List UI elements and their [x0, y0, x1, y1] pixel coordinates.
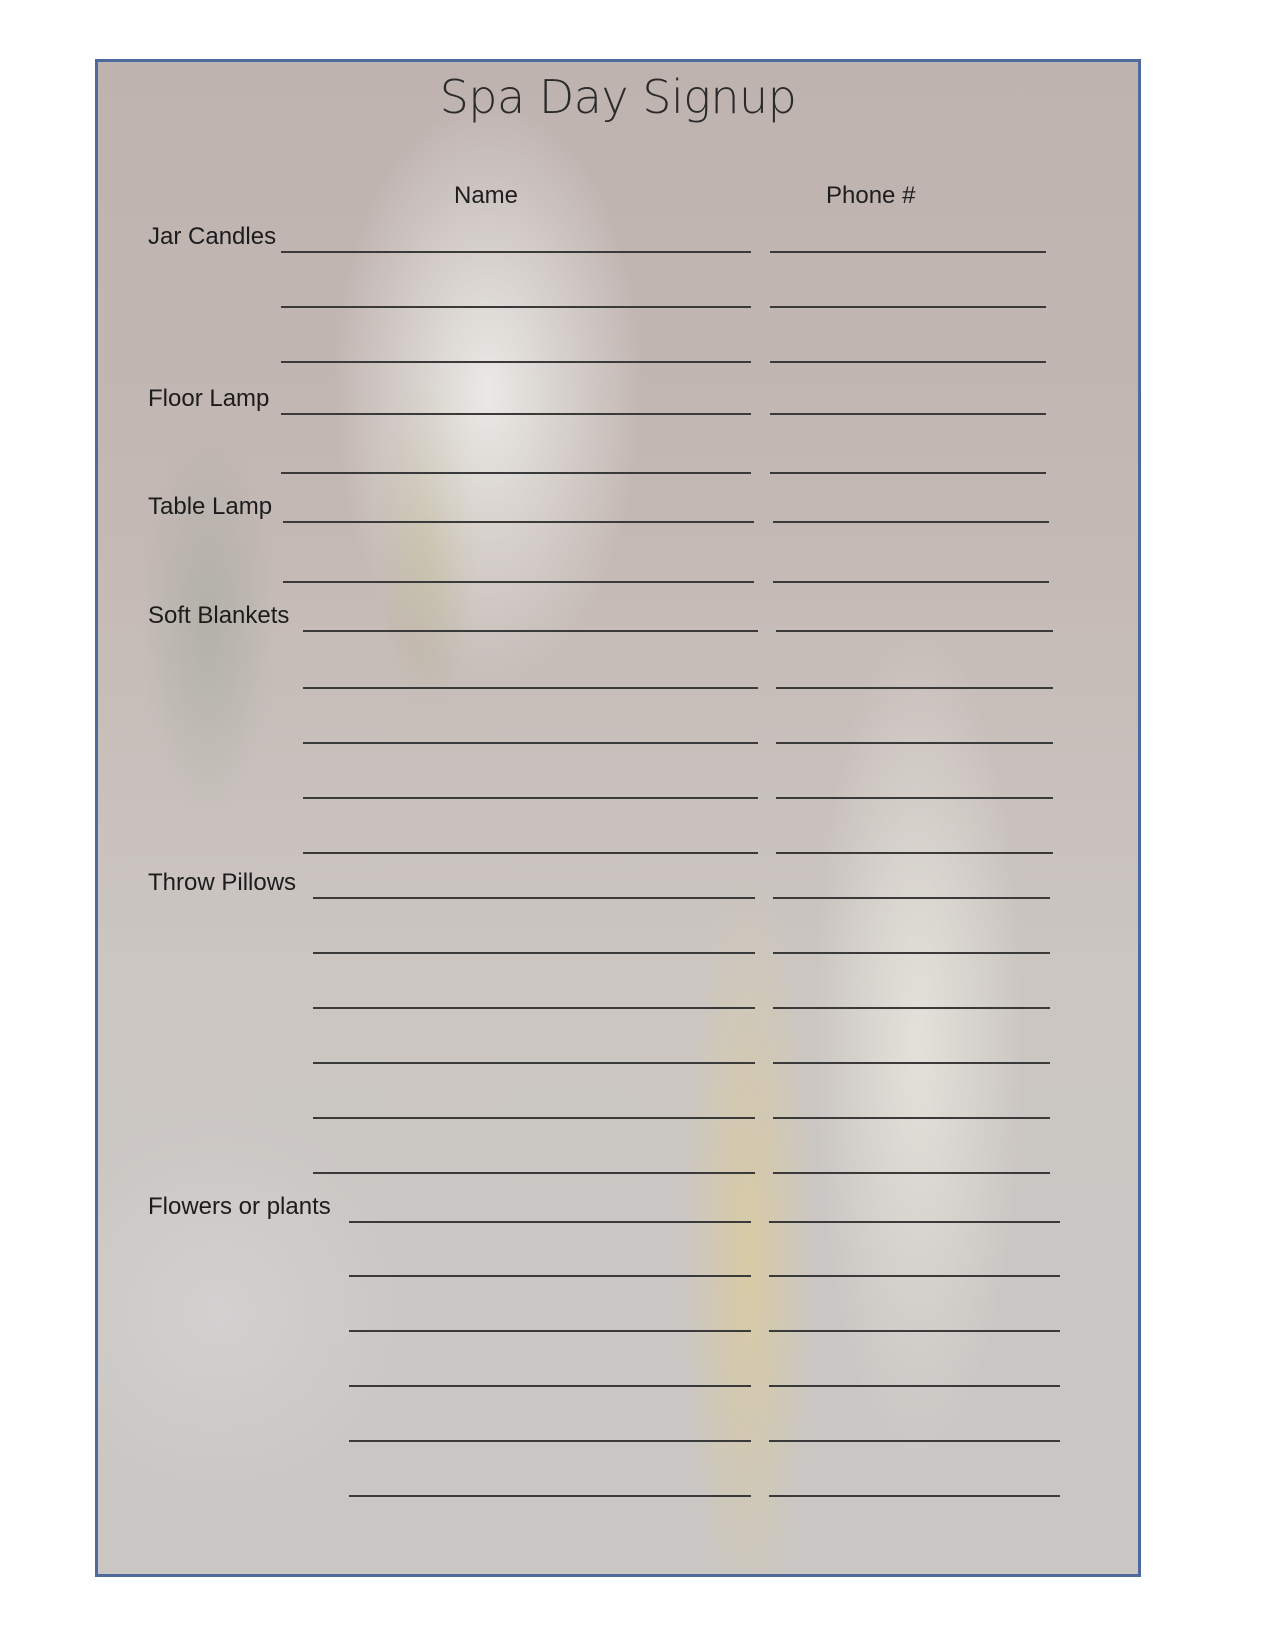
phone-line[interactable] [773, 521, 1049, 523]
name-line[interactable] [303, 797, 758, 799]
phone-line[interactable] [769, 1385, 1060, 1387]
phone-line[interactable] [770, 251, 1046, 253]
name-column-header: Name [454, 182, 519, 209]
item-label-jar-candles: Jar Candles [148, 223, 277, 250]
signup-sheet [95, 59, 1141, 1577]
name-line[interactable] [303, 742, 758, 744]
phone-column-header: Phone # [826, 182, 916, 209]
name-line[interactable] [281, 306, 751, 308]
phone-line[interactable] [773, 581, 1049, 583]
name-line[interactable] [313, 1172, 755, 1174]
item-label-soft-blankets: Soft Blankets [148, 602, 290, 629]
name-line[interactable] [303, 687, 758, 689]
item-label-throw-pillows: Throw Pillows [148, 869, 297, 896]
name-line[interactable] [283, 521, 754, 523]
name-line[interactable] [313, 1007, 755, 1009]
name-line[interactable] [313, 897, 755, 899]
phone-line[interactable] [773, 1062, 1050, 1064]
name-line[interactable] [313, 1062, 755, 1064]
item-label-floor-lamp: Floor Lamp [148, 385, 270, 412]
name-line[interactable] [349, 1440, 751, 1442]
name-line[interactable] [349, 1221, 751, 1223]
name-line[interactable] [313, 1117, 755, 1119]
phone-line[interactable] [776, 630, 1053, 632]
name-line[interactable] [281, 251, 751, 253]
phone-line[interactable] [773, 952, 1050, 954]
phone-line[interactable] [773, 1117, 1050, 1119]
phone-line[interactable] [770, 472, 1046, 474]
name-line[interactable] [281, 413, 751, 415]
item-label-flowers-or-plants: Flowers or plants [148, 1193, 331, 1220]
name-line[interactable] [349, 1275, 751, 1277]
name-line[interactable] [283, 581, 754, 583]
page-title: Spa Day Signup [439, 70, 797, 124]
phone-line[interactable] [769, 1330, 1060, 1332]
phone-line[interactable] [773, 1172, 1050, 1174]
phone-line[interactable] [776, 742, 1053, 744]
phone-line[interactable] [770, 413, 1046, 415]
phone-line[interactable] [776, 852, 1053, 854]
phone-line[interactable] [769, 1440, 1060, 1442]
name-line[interactable] [349, 1330, 751, 1332]
phone-line[interactable] [769, 1275, 1060, 1277]
phone-line[interactable] [776, 687, 1053, 689]
name-line[interactable] [281, 361, 751, 363]
name-line[interactable] [313, 952, 755, 954]
name-line[interactable] [349, 1385, 751, 1387]
name-line[interactable] [303, 852, 758, 854]
name-line[interactable] [281, 472, 751, 474]
phone-line[interactable] [769, 1495, 1060, 1497]
name-line[interactable] [303, 630, 758, 632]
phone-line[interactable] [770, 306, 1046, 308]
phone-line[interactable] [773, 897, 1050, 899]
phone-line[interactable] [770, 361, 1046, 363]
phone-line[interactable] [776, 797, 1053, 799]
name-line[interactable] [349, 1495, 751, 1497]
item-label-table-lamp: Table Lamp [148, 493, 273, 520]
phone-line[interactable] [773, 1007, 1050, 1009]
phone-line[interactable] [769, 1221, 1060, 1223]
